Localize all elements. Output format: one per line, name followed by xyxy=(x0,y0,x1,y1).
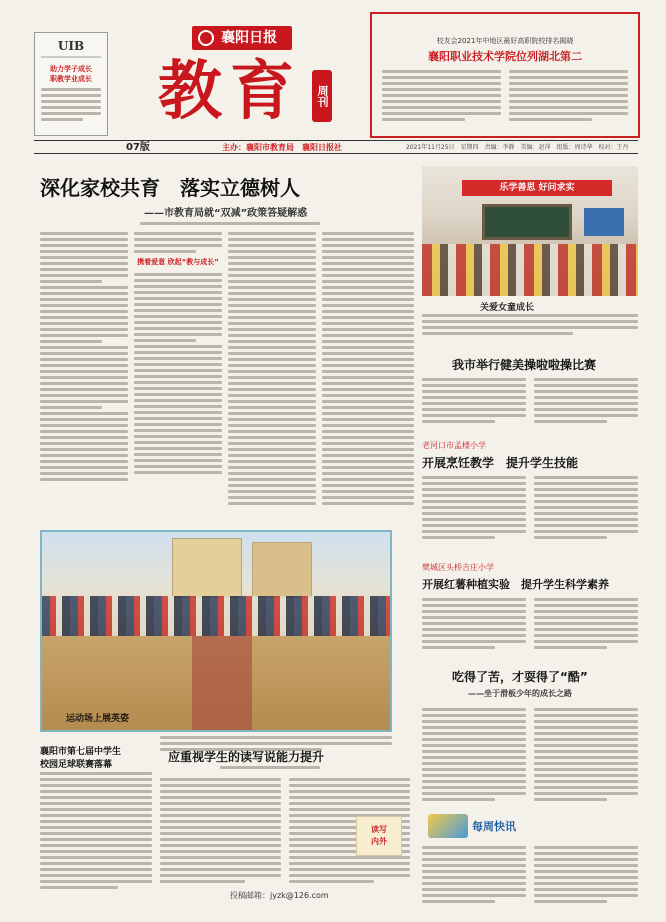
issue-date: 2021年11月25日 星期四 责编：李静 美编：赵萍 组版：周诗华 校对：王丹 xyxy=(406,144,629,151)
lead-body-col3 xyxy=(228,232,316,522)
football-headline-1: 襄阳市第七届中学生 xyxy=(40,747,122,757)
sports-caption: 运动场上展英姿 xyxy=(66,714,130,724)
classroom-photo xyxy=(422,166,638,296)
corner-logo: UIB xyxy=(57,39,85,53)
classroom-caption-text xyxy=(422,314,638,338)
football-headline-2: 校园足球联赛落幕 xyxy=(40,760,113,770)
weekly-body xyxy=(422,846,638,906)
lead-subhead: ——市教育局就“双减”政策答疑解惑 xyxy=(144,208,308,219)
corner-red-line2: 职教学业成长 xyxy=(50,75,92,83)
weekly-badge: 周刊 xyxy=(312,70,332,122)
brand-icon xyxy=(198,30,214,46)
cooking-headline: 开展烹饪教学 提升学生技能 xyxy=(422,456,579,470)
page-number: 07版 xyxy=(126,142,150,153)
reading-headline: 应重视学生的读写说能力提升 xyxy=(168,750,325,764)
classroom-caption: 关爱女童成长 xyxy=(480,303,535,313)
featured-kicker: 校友会2021年中地区最好高职院校排名揭晓 xyxy=(436,37,574,45)
classroom-board xyxy=(482,204,572,240)
science-kicker: 樊城区头桥吉庄小学 xyxy=(422,563,494,572)
football-body xyxy=(40,772,152,902)
fitness-headline: 我市举行健美操啦啦操比赛 xyxy=(452,358,597,372)
brand-logo xyxy=(192,26,292,50)
corner-red-line1: 助力学子成长 xyxy=(50,65,92,73)
page-bar xyxy=(34,140,638,154)
lead-body-col1 xyxy=(40,232,128,522)
science-headline: 开展红薯种植实验 提升学生科学素养 xyxy=(422,578,609,591)
cooking-body xyxy=(422,476,638,542)
footer-email: 投稿邮箱：jyzk@126.com xyxy=(230,891,329,900)
reading-stamp-text: 读写 内外 xyxy=(371,825,387,846)
lead-byline xyxy=(140,222,320,228)
youth-headline: 吃得了苦，才耍得了“酷” xyxy=(452,670,588,684)
youth-body xyxy=(422,708,638,804)
classroom-screen xyxy=(584,208,624,236)
fitness-body xyxy=(422,378,638,426)
featured-headline: 襄阳职业技术学院位列湖北第二 xyxy=(428,50,582,63)
sponsor-line: 主办：襄阳市教育局 襄阳日报社 xyxy=(222,143,342,152)
youth-subhead: ——坐于滑板少年的成长之路 xyxy=(468,689,572,698)
lead-body-col4 xyxy=(322,232,414,522)
lead-body-col2 xyxy=(134,232,222,522)
reading-stamp xyxy=(356,816,402,856)
weekly-icon xyxy=(428,814,468,838)
cooking-kicker: 老河口市孟楼小学 xyxy=(422,441,486,450)
brand-name: 襄阳日报 xyxy=(221,30,278,46)
section-title: 教育 xyxy=(158,54,302,129)
corner-logo-box xyxy=(34,32,108,136)
lead-headline: 深化家校共育 落实立德树人 xyxy=(40,176,300,200)
reading-byline xyxy=(220,766,320,772)
featured-box xyxy=(370,12,640,138)
lead-inline-head: 携着爱意 欣起“教与成长” xyxy=(137,258,219,266)
classroom-banner: 乐学善思 好问求实 xyxy=(462,180,612,196)
weekly-headline: 每周快讯 xyxy=(472,820,516,833)
science-body xyxy=(422,598,638,652)
sports-photo xyxy=(40,530,392,732)
